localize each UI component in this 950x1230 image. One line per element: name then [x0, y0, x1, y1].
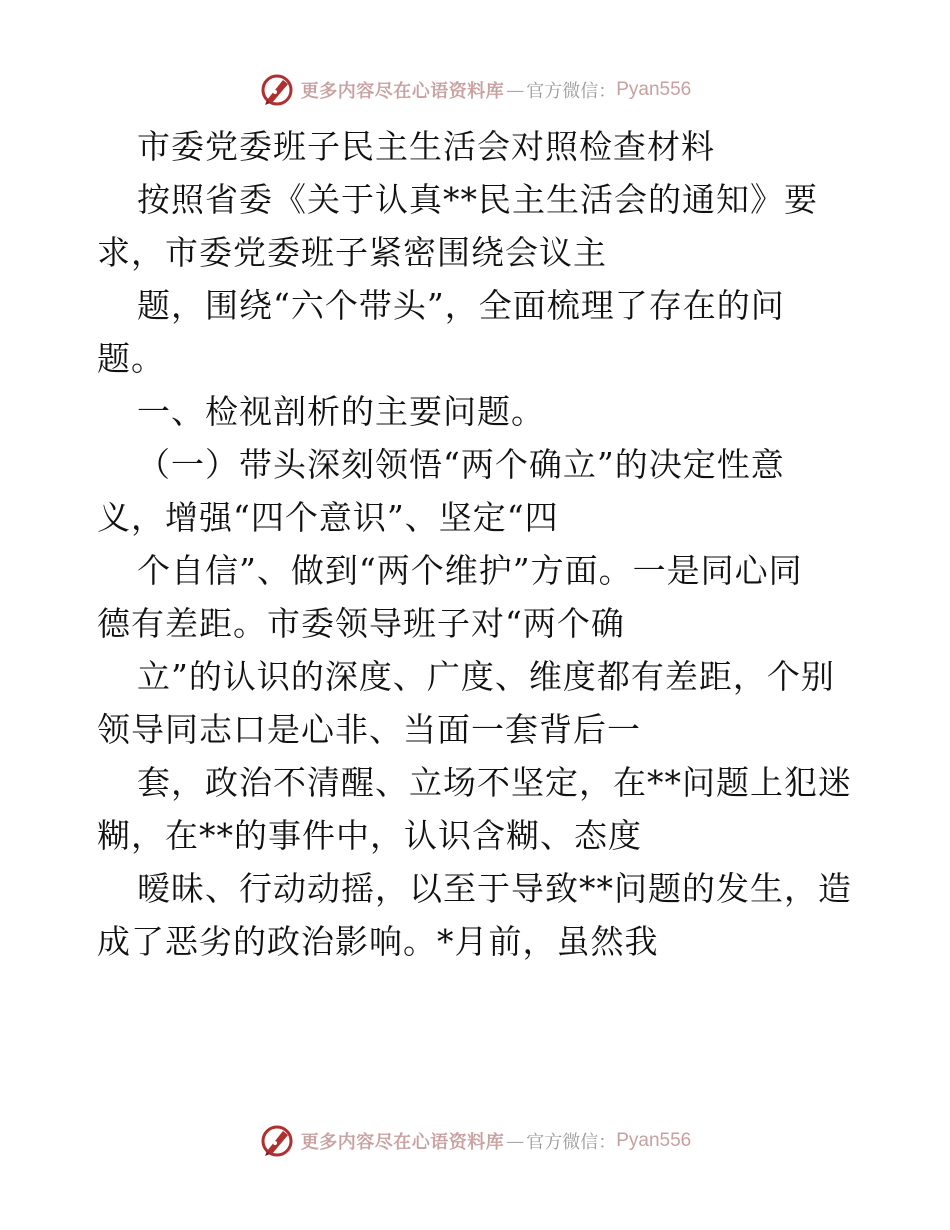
paragraph-line: 题，围绕“六个带头”，全面梳理了存在的问	[137, 286, 785, 325]
watermark-wechat-id: Pyan556	[616, 79, 692, 100]
paragraph-line: 按照省委《关于认真**民主生活会的通知》要	[137, 180, 818, 219]
paragraph-line: 求，市委党委班子紧密围绕会议主	[97, 233, 607, 272]
document-body	[97, 120, 857, 968]
paragraph-line: 领导同志口是心非、当面一套背后一	[97, 710, 641, 749]
document-title: 市委党委班子民主生活会对照检查材料	[137, 127, 715, 166]
watermark-footer	[0, 1121, 950, 1161]
paragraph-line: 义，增强“四个意识”、坚定“四	[97, 498, 559, 537]
watermark-text: 更多内容尽在心语资料库	[300, 81, 505, 102]
paragraph-line: 套，政治不清醒、立场不坚定，在**问题上犯迷	[137, 763, 852, 802]
paragraph-line: 糊，在**的事件中，认识含糊、态度	[97, 816, 642, 855]
watermark-wechat-id: Pyan556	[616, 1130, 692, 1151]
watermark-header	[0, 70, 950, 110]
pen-logo-icon	[259, 1123, 295, 1159]
watermark-official-label: 官方微信：	[526, 81, 617, 102]
paragraph-line: （一）带头深刻领悟“两个确立”的决定性意	[137, 445, 785, 484]
watermark-text: 更多内容尽在心语资料库	[300, 1132, 505, 1153]
pen-logo-icon	[259, 72, 295, 108]
section-heading: 一、检视剖析的主要问题。	[137, 392, 545, 431]
watermark-official-label: 官方微信：	[526, 1132, 617, 1153]
paragraph-line: 德有差距。市委领导班子对“两个确	[97, 604, 625, 643]
paragraph-line: 成了恶劣的政治影响。*月前，虽然我	[97, 922, 659, 961]
paragraph-line: 题。	[97, 339, 165, 378]
paragraph-line: 暧昧、行动动摇，以至于导致**问题的发生，造	[137, 869, 852, 908]
watermark-dash: —	[506, 1130, 525, 1152]
paragraph-line: 个自信”、做到“两个维护”方面。一是同心同	[137, 551, 803, 590]
paragraph-line: 立”的认识的深度、广度、维度都有差距，个别	[137, 657, 835, 696]
watermark-dash: —	[506, 79, 525, 101]
